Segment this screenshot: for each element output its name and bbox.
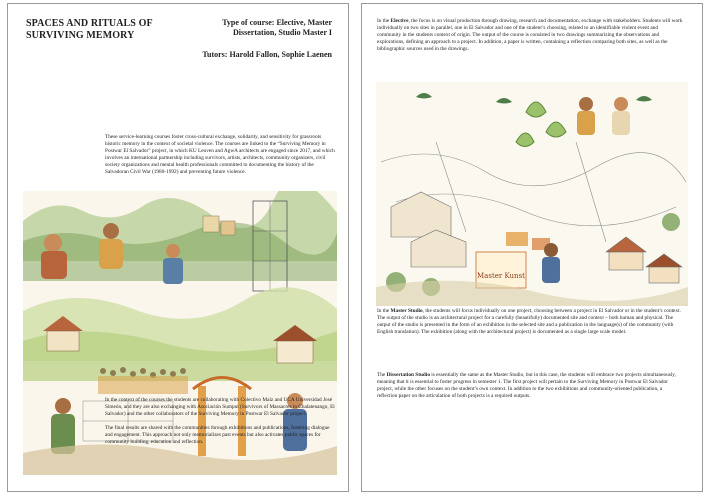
elective-paragraph (377, 18, 683, 53)
master-studio-text: In the Master Studio, the students will focus individually on one project, choosing between a project in El Salvador or in the student’s context. The output of the studio is an architectural project for a carefully (beautifully) documented site and context – both human and physical. The output of the studio is presented in the form of an exhibition in the selected site and a publication in the language(s) of the community (with English translation). The exhibition (along with the architectural project) is documented as a single large scale model. (377, 308, 681, 335)
page-title: SPACES AND RITUALS OF SURVIVING MEMORY (26, 18, 153, 41)
right-page (361, 3, 703, 492)
tutors: Tutors: Harold Fallon, Sophie Laenen (202, 50, 332, 59)
elective-text: In the Elective, the focus is on visual production through drawing, research and documentation, exchange with stakeholders. Students will work individually on two sites in parallel, one in El Salvador and one of the student’s choosing, related to an identifiable violent event and community in the students context of origin. The output of the course is consisted in two drawings summarizing the observations and explorations, defining an approach to a project. In addition, a paper is written, containing a reflection comparing both sites, as well as the bibliographic sources used in the drawings. (377, 18, 683, 52)
intro-paragraph: These service-learning courses foster cross-cultural exchange, solidarity, and sensitivity for grassroots historic memory in the context of societal violence. The courses are linked to the “Surviving Memory in Postwar El Salvador” project, in which KU Leuven and AgwA architects are engaged since 2017, and which involves an international partnership including survivors, artists, architects, community organizers, civil society organizations and mental health professionals committed to documenting the history of the Salvadoran Civil War (1980-1992) and preventing future violence. (105, 134, 335, 175)
course-type: Type of course: Elective, Master Dissertation, Studio Master I (222, 18, 332, 37)
master-studio-paragraph (377, 308, 683, 336)
elective-keyword: Elective (390, 18, 409, 24)
drawing-sign-text: Master Kunst (477, 272, 525, 280)
master-studio-keyword: Master Studio (390, 308, 423, 314)
dissertation-keyword: Dissertation Studio (386, 372, 430, 378)
results-paragraph: The final results are shared with the communities through exhibitions and publications, fostering dialogue and engagement. This approach not only memorializes past events but also activates public spaces for community building, education and reflection. (105, 425, 330, 445)
context-paragraph: In the context of the courses the students are collaborating with Colectivo Maíz and UCA Universidad José Simeón, and they are also exchanging with Asociación Sumpul (Survivors of Massacres in Chalatenango, El Salvador) and the other collaborators of the Surviving Memory in Postwar El Salvador project. (105, 397, 335, 417)
site-drawing (376, 82, 688, 306)
dissertation-text: The Dissertation Studio is essentially the same as the Master Studio, but in this case, the students will embrace two projects simultaneously, meaning that it is essential to foster progress in semester 1. The first project will pertain to the Surviving Memory in Postwar El Salvador project, while the other focuses on the student’s own context. In addition to the two exhibitions and community-oriented publication, a reflection paper on the articulation of both projects is a required outputs. (377, 372, 676, 399)
dissertation-paragraph (377, 372, 683, 400)
left-page (7, 3, 349, 492)
